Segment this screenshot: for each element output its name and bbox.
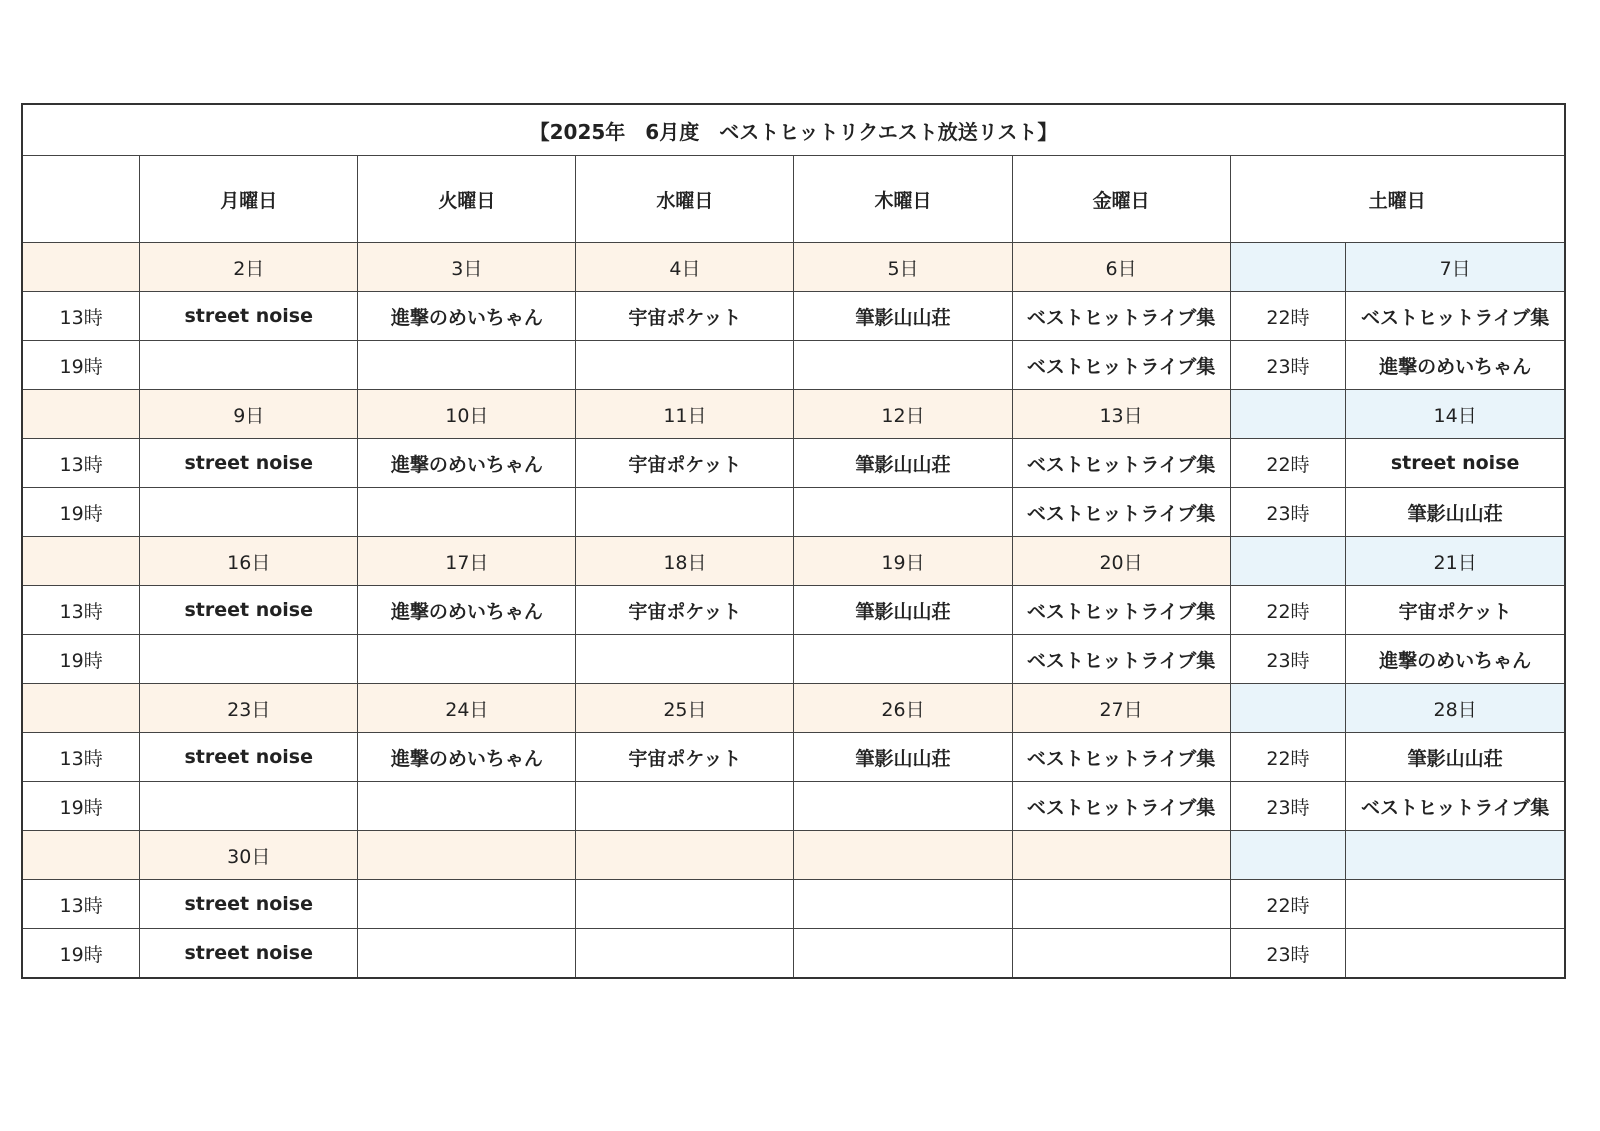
saturday-program-cell: 進撃のめいちゃん: [1346, 341, 1564, 390]
time-slot-row: [23, 733, 1564, 782]
header-monday: 月曜日: [140, 156, 358, 243]
saturday-time-blank-cell: [1230, 537, 1346, 586]
date-row: [23, 684, 1564, 733]
date-cell: 4日: [576, 243, 794, 292]
date-cell: 9日: [140, 390, 358, 439]
time-slot-row: [23, 341, 1564, 390]
saturday-time-label: 22時: [1230, 439, 1346, 488]
broadcast-schedule-sheet: [21, 103, 1566, 979]
saturday-time-label: 23時: [1230, 488, 1346, 537]
program-cell: [794, 341, 1012, 390]
program-cell: 進撃のめいちゃん: [358, 586, 576, 635]
saturday-time-blank-cell: [1230, 243, 1346, 292]
program-cell: ベストヒットライブ集: [1012, 341, 1230, 390]
date-cell: 11日: [576, 390, 794, 439]
date-cell: 5日: [794, 243, 1012, 292]
saturday-program-cell: [1346, 929, 1564, 978]
date-cell: 18日: [576, 537, 794, 586]
date-row: [23, 390, 1564, 439]
program-cell: [140, 782, 358, 831]
program-cell: [794, 880, 1012, 929]
time-slot-row: [23, 488, 1564, 537]
time-slot-row: [23, 929, 1564, 978]
date-row: [23, 537, 1564, 586]
saturday-time-blank-cell: [1230, 684, 1346, 733]
program-cell: ベストヒットライブ集: [1012, 292, 1230, 341]
program-cell: [794, 635, 1012, 684]
program-cell: [140, 341, 358, 390]
program-cell: street noise: [140, 733, 358, 782]
saturday-time-label: 22時: [1230, 292, 1346, 341]
date-cell: 17日: [358, 537, 576, 586]
date-cell: 30日: [140, 831, 358, 880]
saturday-time-label: 22時: [1230, 733, 1346, 782]
saturday-time-label: 23時: [1230, 929, 1346, 978]
program-cell: street noise: [140, 929, 358, 978]
program-cell: 宇宙ポケット: [576, 586, 794, 635]
program-cell: [576, 488, 794, 537]
date-cell-saturday: [1346, 831, 1564, 880]
date-cell: 20日: [1012, 537, 1230, 586]
program-cell: [140, 488, 358, 537]
program-cell: [794, 488, 1012, 537]
saturday-time-blank-cell: [1230, 831, 1346, 880]
time-label: 19時: [23, 341, 140, 390]
date-row-label-cell: [23, 831, 140, 880]
program-cell: 筆影山山荘: [794, 586, 1012, 635]
saturday-program-cell: [1346, 880, 1564, 929]
time-label: 13時: [23, 292, 140, 341]
program-cell: [358, 635, 576, 684]
date-cell: 25日: [576, 684, 794, 733]
saturday-program-cell: 宇宙ポケット: [1346, 586, 1564, 635]
program-cell: 進撃のめいちゃん: [358, 733, 576, 782]
time-slot-row: [23, 439, 1564, 488]
program-cell: street noise: [140, 439, 358, 488]
saturday-program-cell: ベストヒットライブ集: [1346, 782, 1564, 831]
program-cell: ベストヒットライブ集: [1012, 488, 1230, 537]
saturday-time-label: 23時: [1230, 635, 1346, 684]
date-row: [23, 243, 1564, 292]
time-slot-row: [23, 635, 1564, 684]
program-cell: [358, 488, 576, 537]
time-label: 19時: [23, 782, 140, 831]
time-label: 13時: [23, 439, 140, 488]
header-thursday: 木曜日: [794, 156, 1012, 243]
program-cell: [794, 782, 1012, 831]
date-cell: [358, 831, 576, 880]
program-cell: ベストヒットライブ集: [1012, 439, 1230, 488]
program-cell: [576, 929, 794, 978]
date-cell: 10日: [358, 390, 576, 439]
weekday-header-row: [23, 156, 1564, 243]
program-cell: [576, 880, 794, 929]
program-cell: [1012, 929, 1230, 978]
time-label: 19時: [23, 488, 140, 537]
program-cell: [358, 782, 576, 831]
program-cell: [576, 341, 794, 390]
title-row: [23, 105, 1564, 156]
program-cell: street noise: [140, 880, 358, 929]
date-row-label-cell: [23, 684, 140, 733]
date-cell: 24日: [358, 684, 576, 733]
date-cell: 6日: [1012, 243, 1230, 292]
time-label: 13時: [23, 586, 140, 635]
header-corner-cell: [23, 156, 140, 243]
program-cell: ベストヒットライブ集: [1012, 782, 1230, 831]
program-cell: 筆影山山荘: [794, 733, 1012, 782]
saturday-program-cell: ベストヒットライブ集: [1346, 292, 1564, 341]
date-cell: 23日: [140, 684, 358, 733]
header-saturday: 土曜日: [1230, 156, 1564, 243]
saturday-program-cell: 進撃のめいちゃん: [1346, 635, 1564, 684]
program-cell: 筆影山山荘: [794, 439, 1012, 488]
date-cell: 19日: [794, 537, 1012, 586]
saturday-program-cell: street noise: [1346, 439, 1564, 488]
header-tuesday: 火曜日: [358, 156, 576, 243]
date-cell: 26日: [794, 684, 1012, 733]
program-cell: street noise: [140, 292, 358, 341]
program-cell: [358, 880, 576, 929]
program-cell: 筆影山山荘: [794, 292, 1012, 341]
date-row-label-cell: [23, 390, 140, 439]
saturday-time-label: 23時: [1230, 782, 1346, 831]
saturday-program-cell: 筆影山山荘: [1346, 733, 1564, 782]
date-cell: 13日: [1012, 390, 1230, 439]
program-cell: 進撃のめいちゃん: [358, 439, 576, 488]
date-cell: [576, 831, 794, 880]
program-cell: [794, 929, 1012, 978]
date-cell-saturday: 7日: [1346, 243, 1564, 292]
program-cell: [140, 635, 358, 684]
program-cell: 宇宙ポケット: [576, 439, 794, 488]
date-cell: 16日: [140, 537, 358, 586]
date-row: [23, 831, 1564, 880]
date-cell: 12日: [794, 390, 1012, 439]
date-cell-saturday: 28日: [1346, 684, 1564, 733]
program-cell: 宇宙ポケット: [576, 292, 794, 341]
time-label: 19時: [23, 635, 140, 684]
saturday-time-label: 22時: [1230, 586, 1346, 635]
program-cell: ベストヒットライブ集: [1012, 586, 1230, 635]
program-cell: ベストヒットライブ集: [1012, 733, 1230, 782]
schedule-table: [23, 105, 1564, 977]
time-slot-row: [23, 292, 1564, 341]
time-label: 13時: [23, 880, 140, 929]
header-friday: 金曜日: [1012, 156, 1230, 243]
saturday-time-label: 23時: [1230, 341, 1346, 390]
program-cell: [576, 782, 794, 831]
time-slot-row: [23, 880, 1564, 929]
date-cell: 2日: [140, 243, 358, 292]
time-slot-row: [23, 586, 1564, 635]
program-cell: ベストヒットライブ集: [1012, 635, 1230, 684]
header-wednesday: 水曜日: [576, 156, 794, 243]
time-label: 13時: [23, 733, 140, 782]
date-cell: [794, 831, 1012, 880]
program-cell: [1012, 880, 1230, 929]
program-cell: 宇宙ポケット: [576, 733, 794, 782]
schedule-title: 【2025年 6月度 ベストヒットリクエスト放送リスト】: [23, 105, 1564, 156]
date-cell-saturday: 14日: [1346, 390, 1564, 439]
time-label: 19時: [23, 929, 140, 978]
program-cell: [358, 341, 576, 390]
date-row-label-cell: [23, 243, 140, 292]
program-cell: [576, 635, 794, 684]
program-cell: street noise: [140, 586, 358, 635]
saturday-time-label: 22時: [1230, 880, 1346, 929]
saturday-program-cell: 筆影山山荘: [1346, 488, 1564, 537]
time-slot-row: [23, 782, 1564, 831]
date-cell: 3日: [358, 243, 576, 292]
program-cell: [358, 929, 576, 978]
date-row-label-cell: [23, 537, 140, 586]
program-cell: 進撃のめいちゃん: [358, 292, 576, 341]
date-cell-saturday: 21日: [1346, 537, 1564, 586]
date-cell: [1012, 831, 1230, 880]
saturday-time-blank-cell: [1230, 390, 1346, 439]
date-cell: 27日: [1012, 684, 1230, 733]
